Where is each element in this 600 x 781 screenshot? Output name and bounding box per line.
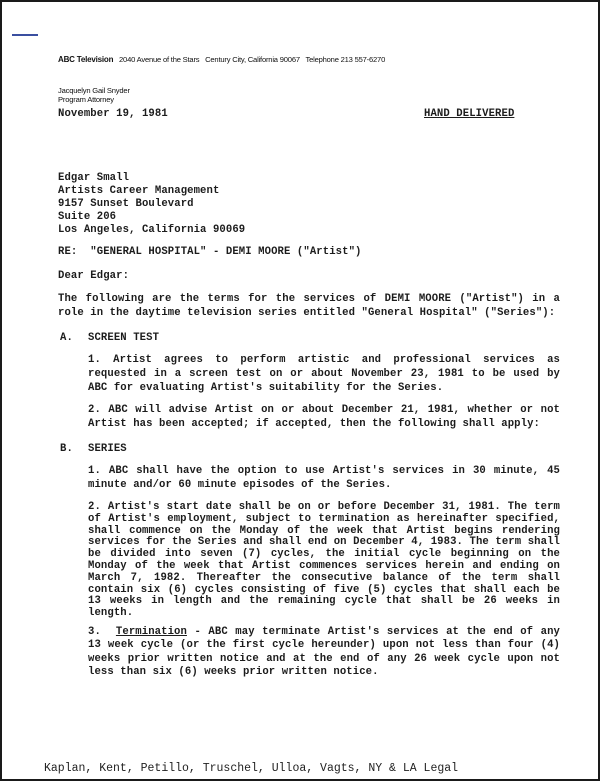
section-a-heading: SCREEN TEST [88, 332, 160, 344]
series-paragraph-3 [88, 626, 560, 680]
company-city: Century City, California 90067 [205, 55, 300, 64]
series-paragraph-2: 2. Artist's start date shall be on or before December 31, 1981. The term of Artist's employment, subject to termination as hereinafter specified, shall commence on the Monday of the week that Artist begins rendering services for the Series and shall end on December 4, 1983. The term shall be divided into seven (7) cycles, the initial cycle beginning on the Monday of the week that Artist commences services herein and ending on March 7, 1982. Thereafter the consecutive balance of the term shall contain six (6) cycles consisting of five (5) cycles that shall each be 13 weeks in length and the remaining cycle that shall be 26 weeks in length. [88, 501, 560, 620]
margin-mark [12, 34, 38, 36]
screen-test-paragraph-2: 2. ABC will advise Artist on or about December 21, 1981, whether or not Artist has been accepted; if accepted, then the following shall apply: [88, 404, 560, 431]
screen-test-paragraph-1: 1. Artist agrees to perform artistic and professional services as requested in a screen test on or about November 23, 1981 to be used by ABC for evaluating Artist's suitability for the Series. [88, 354, 560, 395]
recipient-line: Suite 206 [58, 211, 117, 223]
section-b-letter: B. [60, 443, 73, 455]
re-line: RE: "GENERAL HOSPITAL" - DEMI MOORE ("Artist") [58, 246, 362, 258]
letterhead [58, 55, 385, 64]
termination-term: Termination [115, 626, 187, 638]
paragraph-number: 3. [88, 626, 101, 638]
section-a-letter: A. [60, 332, 73, 344]
recipient-line: 9157 Sunset Boulevard [58, 198, 194, 210]
termination-text: - ABC may terminate Artist's services at the end of any 13 week cycle (or the first cycle hereunder) upon not less than four (4) weeks prior written notice and at the end of any 26 week cycle upon not less than six (6) weeks prior written notice. [88, 626, 560, 679]
company-address: 2040 Avenue of the Stars [119, 55, 200, 64]
intro-paragraph: The following are the terms for the services of DEMI MOORE ("Artist") in a role in the daytime television series entitled "General Hospital" ("Series"): [58, 293, 560, 320]
company-name: ABC Television [58, 55, 114, 64]
recipient-line: Edgar Small [58, 172, 130, 184]
sender-name: Jacquelyn Gail Snyder [58, 86, 130, 95]
section-b-heading: SERIES [88, 443, 127, 455]
recipient-line: Artists Career Management [58, 185, 220, 197]
company-phone: Telephone 213 557-6270 [305, 55, 386, 64]
recipient-line: Los Angeles, California 90069 [58, 224, 246, 236]
series-paragraph-1: 1. ABC shall have the option to use Artist's services in 30 minute, 45 minute and/or 60 minute episodes of the Series. [88, 465, 560, 492]
sender-title: Program Attorney [58, 95, 114, 104]
salutation: Dear Edgar: [58, 270, 130, 282]
footer-stamp: Kaplan, Kent, Petillo, Truschel, Ulloa, Vagts, NY & LA Legal [44, 762, 459, 775]
delivery-note: HAND DELIVERED [424, 108, 515, 120]
letter-date: November 19, 1981 [58, 108, 168, 120]
